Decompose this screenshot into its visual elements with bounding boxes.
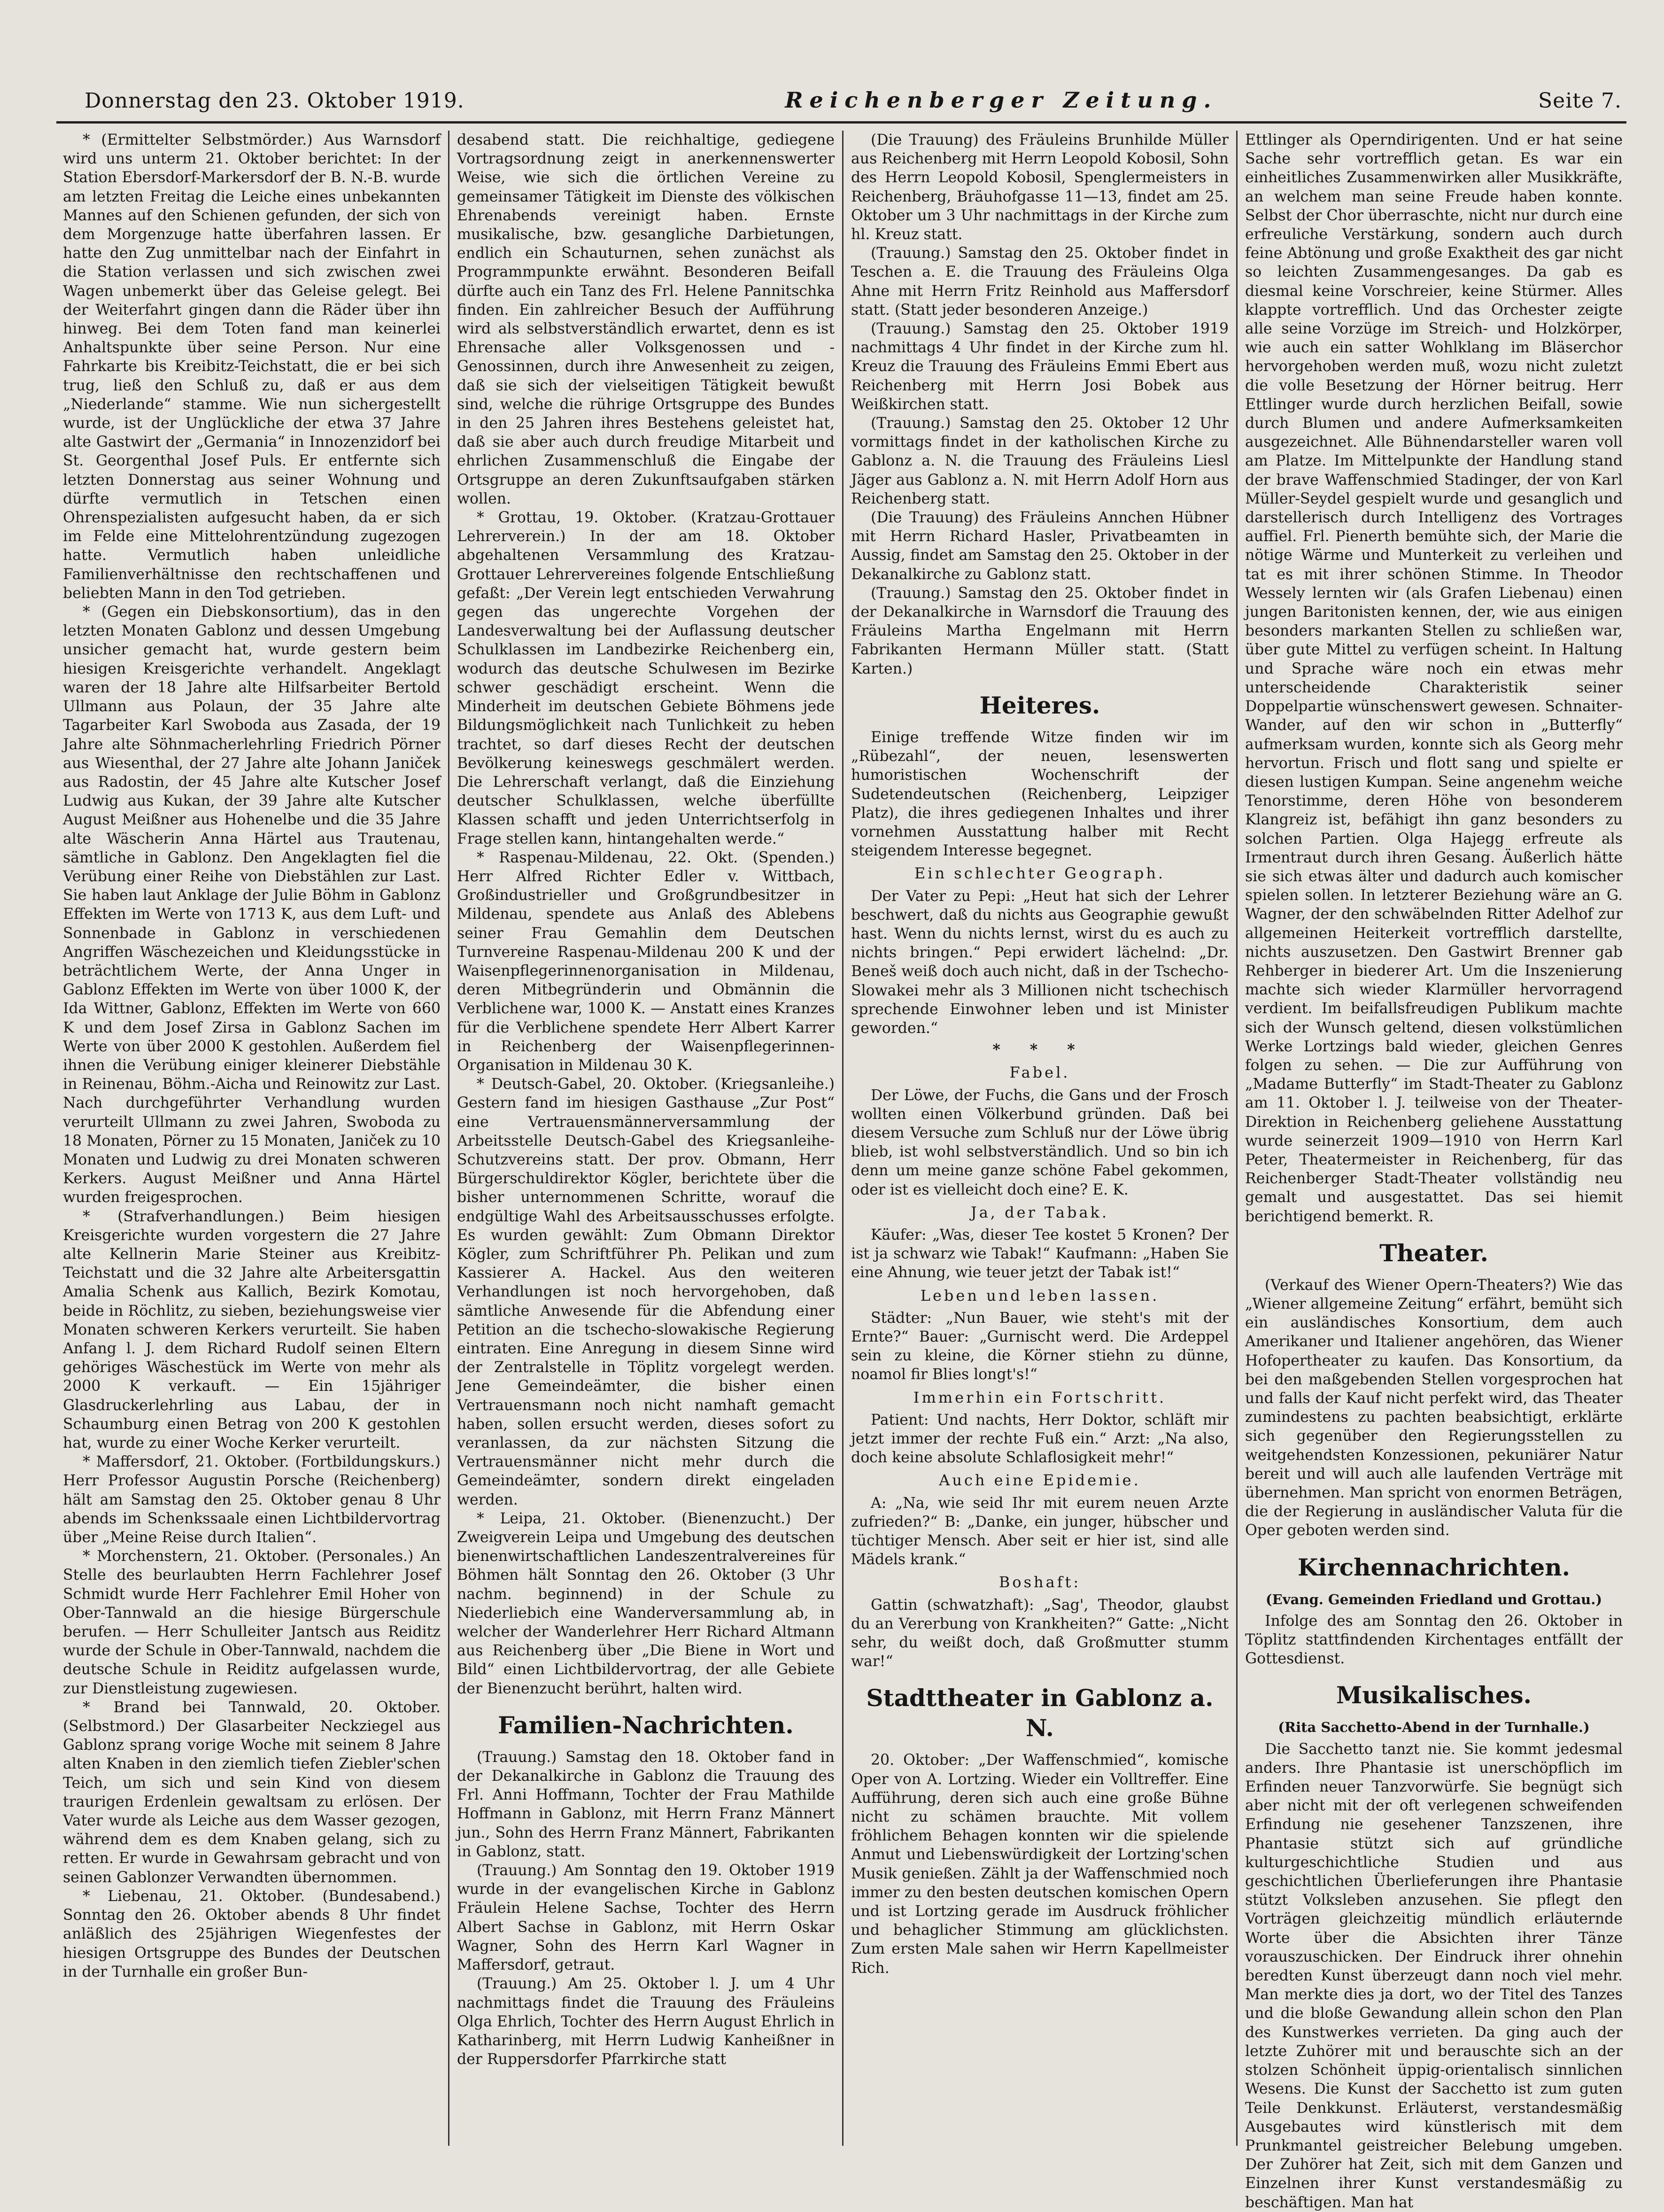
article-leipa: * Leipa, 21. Oktober. (Bienenzucht.) Der Zweigverein Leipa und Umgebung des deutschen bienenwirtschaftlichen Landeszentralvereines für Böhmen hält Sonntag den 26. Oktober (3 Uhr nachm. beginnend) in der Schule zu Niederliebich eine Wanderversammlung ab, in welcher der Wanderlehrer Herr Richard Altmann aus Reichenberg über „Die Biene in Wort und Bild“ einen Lichtbildervortrag, der alle Gebiete der Bienenzucht berührt, halten wird. <box>457 1510 835 1697</box>
trauung-notice: (Trauung.) Samstag den 25. Oktober findet in der Dekanalkirche in Warnsdorf die Trauung des Fräuleins Martha Engelmann mit Herrn Fabrikanten Hermann Müller statt. (Statt Karten.) <box>851 584 1229 677</box>
column-3 <box>844 131 1238 2146</box>
joke-title: Auch eine Epidemie. <box>939 1471 1141 1490</box>
section-title-theater: Theater. <box>1379 1239 1488 1267</box>
familien-item: (Trauung.) Am Sonntag den 19. Oktober 1919 wurde in der evangelischen Kirche in Gablonz Fräulein Helene Sachse, Tochter des Herrn Albert Sachse in Gablonz, mit Herrn Oskar Wagner, Sohn des Herrn Karl Wagner in Maffersdorf, getraut. <box>457 1862 835 1974</box>
musik-text: Die Sacchetto tanzt nie. Sie kommt jedesmal anders. Ihre Phantasie ist unerschöpflich im Erfinden neuer Tanzvorwürfe. Sie begnügt sich aber nicht mit der oft verlegenen schweifenden Erfindung nie gesehener Tanzszenen, ihre Phantasie stützt sich auf gründliche kulturgeschichtliche Studien und aus geschichtlichen Überlieferungen ihre Phantasie stützt Volksleben anzusehen. Sie pflegt den Vorträgen gleichzeitig mündlich erläuternde Worte über die Absichten ihrer Tänze vorauszuschicken. Der Eindruck ihrer ohnehin beredten Kunst überzeugt dann noch viel mehr. Man merkte dies ja dort, wo der Titel des Tanzes und die bloße Gewandung allein schon den Plan des Kunstwerkes verrieten. Da ging auch der letzte Zuhörer mit und berauschte sich an der stolzen Schönheit üppig-orientalisch sinnlichen Wesens. Die Kunst der Sacchetto ist zum guten Teile Denkkunst. Erläuterst, verstandesmäßig Ausgebautes wird künstlerisch mit dem Prunkmantel geistreicher Belebung umgeben. Der Zuhörer hat Zeit, sich mit dem Ganzen und Einzelnen ihrer Kunst verstandesmäßig zu beschäftigen. Man hat <box>1245 1740 1623 2211</box>
stadttheater-review-cont: Ettlinger als Operndirigenten. Und er hat seine Sache sehr vortrefflich getan. Es war ein einheitliches Zusammenwirken aller Musikkräfte, an welchem man seine Freude haben konnte. Selbst der Chor überraschte, nicht nur durch eine erfreuliche Verstärkung, sondern auch durch feine Abtönung und große Exaktheit des gar nicht so leichten Zusammengesanges. Da gab es diesmal keine Vorschreier, keine Stürmer. Alles klappte vortrefflich. Und das Orchester zeigte alle seine Vorzüge im Streich- und Holzkörper, wie auch ein satter Wohlklang im Bläserchor hervorgehoben werden muß, wozu nicht zuletzt die volle Besetzung der Hörner beitrug. Herr Ettlinger wurde durch herzlichen Beifall, sowie durch Blumen und andere Aufmerksamkeiten ausgezeichnet. Alle Bühnendarsteller waren voll am Platze. Im Mittelpunkte der Handlung stand der brave Waffenschmied Stadinger, der von Karl Müller-Seydel gespielt wurde und gesanglich und darstellerisch durch Intelligenz des Vortrages auffiel. Frl. Pienerth bemühte sich, der Marie die nötige Wärme und Munterkeit zu verleihen und tat es mit ihrer schönen Stimme. In Theodor Wessely lernten wir (als Grafen Liebenau) einen jungen Baritonisten kennen, der, wie aus einigen besonders markanten Stellen zu schließen war, über gute Mittel zu verfügen scheint. In Haltung und Sprache wäre noch ein etwas mehr unterscheidende Charakteristik seiner Doppelpartie wünschenswert gewesen. Schnaiter-Wander, auf den wir schon in „Butterfly“ aufmerksam wurden, konnte sich als Georg mehr hervortun. Frisch und flott sang und spielte er diesen lustigen Kumpan. Seine angenehm weiche Tenorstimme, deren Höhe von besonderem Klangreiz ist, befähigt ihn ganz besonders zu solchen Partien. Olga Hajegg erfreute als Irmentraut durch ihren Gesang. Äußerlich hätte sie sich etwas älter und dadurch auch komischer spielen sollen. In letzterer Beziehung wäre an G. Wagner, der den schwäbelnden Ritter Adelhof zur allgemeinen Heiterkeit vortrefflich darstellte, nichts auszusetzen. Den Gastwirt Brenner gab Rehberger in biederer Art. Um die Inszenierung machte sich wieder Klarmüller hervorragend verdient. Im beifallsfreudigen Publikum machte sich der Wunsch geltend, diesen volkstümlichen Werke Lortzings bald wieder, gleichen Genres folgen zu sehen. — Die zur Aufführung von „Madame Butterfly“ im Stadt-Theater zu Gablonz am 11. Oktober l. J. teilweise von der Theater-Direktion in Reichenberg geliehene Ausstattung wurde seinerzeit 1909—1910 von Herrn Karl Peter, Theatermeister in Reichenberg, für das Reichenberger Stadt-Theater vollständig neu gemalt und ausgestattet. Das sei hiemit berichtigend bemerkt. R. <box>1245 132 1623 1225</box>
article-raspenau: * Raspenau-Mildenau, 22. Okt. (Spenden.) Herr Alfred Richter Edler v. Wittbach, Großindustrieller und Großgrundbesitzer in Mildenau, spendete aus Anlaß des Ablebens seiner Frau Gemahlin dem Deutschen Turnvereine Raspenau-Mildenau 200 K und der Waisenpflegerinnenorganisation in Mildenau, deren Mitbegründerin und Obmännin die Verblichene war, 1000 K. — Anstatt eines Kranzes für die Verblichene spendete Herr Albert Karrer in Reichenberg der Waisenpflegerinnen-Organisation in Mildenau 30 K. <box>457 849 835 1074</box>
column-2 <box>449 131 844 2146</box>
trauung-notice: (Trauung.) Samstag den 25. Oktober 12 Uhr vormittags findet in der katholischen Kirche zu Gablonz a. N. die Trauung des Fräuleins Liesl Jäger aus Gablonz a. N. mit Herrn Adolf Horn aus Reichenberg statt. <box>851 415 1229 507</box>
article-strafverhandlungen: * (Strafverhandlungen.) Beim hiesigen Kreisgerichte wurden vorgestern die 27 Jahre alte Kellnerin Marie Steiner aus Kreibitz-Teichstatt und die 32 Jahre alte Arbeitersgattin Amalia Schenk aus Kallich, Bezirk Komotau, beide in Röchlitz, zu sieben, beziehungsweise vier Monaten schweren Kerkers verurteilt. Sie haben Anfang l. J. dem Richard Rudolf seinen Eltern gehöriges Wäschestück im Werte von mehr als 2000 K verkauft. — Ein 15jähriger Glasdruckerlehrling aus Labau, der in Schaumburg einen Betrag von 200 K gestohlen hat, wurde zu einer Woche Kerker verurteilt. <box>63 1208 441 1452</box>
section-title-musik: Musikalisches. <box>1336 1681 1532 1709</box>
kirchen-subtitle: (Evang. Gemeinden Friedland und Grottau.) <box>1265 1591 1602 1607</box>
article-maffersdorf: * Maffersdorf, 21. Oktober. (Fortbildungskurs.) Herr Professor Augustin Porsche (Reichenberg) hält am Samstag den 25. Oktober genau 8 Uhr abends im Schenkssaale einen Lichtbildervortrag über „Meine Reise durch Italien“. <box>63 1453 441 1546</box>
article-selbstmoerder: * (Ermittelter Selbstmörder.) Aus Warnsdorf wird uns unterm 21. Oktober berichtet: In der Station Ebersdorf-Markersdorf der B. N.-B. wurde am letzten Freitag die Leiche eines unbekannten Mannes auf den Schienen gefunden, der sich von dem Morgenzuge hatte überfahren lassen. Er hatte den Zug unmittelbar nach der Einfahrt in die Station verlassen und sich zwischen zwei Wagen unbemerkt über das Geleise gelegt. Bei der Weiterfahrt gingen dann die Räder über ihn hinweg. Bei dem Toten fand man keinerlei Anhaltspunkte über seine Person. Nur eine Fahrkarte bis Kreibitz-Teichstatt, die er bei sich trug, ließ den Schluß zu, daß er aus dem „Niederlande“ stamme. Wie nun sichergestellt wurde, ist der Unglückliche der etwa 37 Jahre alte Gastwirt der „Germania“ in Innozenzidorf bei St. Georgenthal Josef Puls. Er entfernte sich letzten Donnerstag aus seiner Wohnung und dürfte vermutlich in Tetschen einen Ohrenspezialisten aufgesucht haben, da er sich im Felde eine Mittelohrentzündung zugezogen hatte. Vermutlich haben unleidliche Familienverhältnisse den rechtschaffenen und beliebten Mann in den Tod getrieben. <box>63 132 441 602</box>
joke-text: Gattin (schwatzhaft): „Sag', Theodor, glaubst du an Vererbung von Krankheiten?“ Gatte: „Nicht sehr, du weißt doch, daß Großmutter stumm war!“ <box>851 1596 1229 1670</box>
joke-title: Ja, der Tabak. <box>970 1203 1109 1221</box>
article-grottau: * Grottau, 19. Oktober. (Kratzau-Grottauer Lehrerverein.) In der am 18. Oktober abgehaltenen Versammlung des Kratzau-Grottauer Lehrervereines folgende Entschließung gefaßt: „Der Verein legt entschieden Verwahrung gegen das ungerechte Vorgehen der Landesverwaltung bei der Auflassung deutscher Schulklassen im Landbezirke Reichenberg ein, wodurch das deutsche Schulwesen im Bezirke schwer geschädigt erscheint. Wenn die Minderheit im deutschen Gebiete Böhmens jede Bildungsmöglichkeit nach Tunlichkeit zu heben trachtet, so darf dieses Recht der deutschen Bevölkerung keineswegs geschmälert werden. Die Lehrerschaft verlangt, daß die Einziehung deutscher Schulklassen, welche überfüllte Klassen schafft und jeden Unterrichtserfolg in Frage stellen kann, hintangehalten werde.“ <box>457 509 835 847</box>
header-rule <box>56 121 1626 124</box>
trauung-notice: (Trauung.) Samstag den 25. Oktober 1919 nachmittags 4 Uhr findet in der Kirche zum hl. Kreuz die Trauung des Fräuleins Emmi Ebert aus Reichenberg mit Herrn Josi Bobek aus Weißkirchen statt. <box>851 320 1229 413</box>
joke-title: Ein schlechter Geograph. <box>914 864 1166 883</box>
musik-subtitle: (Rita Sacchetto-Abend in der Turnhalle.) <box>1278 1719 1590 1736</box>
page-number: Seite 7. <box>1538 89 1622 113</box>
article-morchenstern: * Morchenstern, 21. Oktober. (Personales.) An Stelle des beurlaubten Herrn Fachlehrer Josef Schmidt wurde Herr Fachlehrer Emil Hoher von Ober-Tannwald an die hiesige Bürgerschule berufen. — Herr Schulleiter Jantsch aus Reiditz wurde der Schule in Ober-Tannwald, nachdem die deutsche Schule in Reiditz aufgelassen wurde, zur Dienstleistung zugewiesen. <box>63 1548 441 1697</box>
masthead: Reichenberger Zeitung. <box>785 87 1218 113</box>
joke-title: Boshaft: <box>998 1573 1081 1591</box>
familien-item: (Trauung.) Am 25. Oktober l. J. um 4 Uhr nachmittags findet die Trauung des Fräuleins Olga Ehrlich, Tochter des Herrn August Ehrlich in Katharinberg, mit Herrn Ludwig Kanheißner in der Ruppersdorfer Pfarrkirche statt <box>457 1975 835 2068</box>
section-title-kirchen: Kirchennachrichten. <box>1297 1553 1571 1581</box>
joke-text: A: „Na, wie seid Ihr mit eurem neuen Arzte zufrieden?“ B: „Danke, ein junger, hübscher und tüchtiger Mensch. Aber seit er hier ist, sind alle Mädels krank.“ <box>851 1494 1229 1568</box>
joke-text: Käufer: „Was, dieser Tee kostet 5 Kronen? Der ist ja schwarz wie Tabak!“ Kaufmann: „Haben Sie eine Ahnung, wie teuer jetzt der Tabak ist!“ <box>851 1226 1229 1281</box>
section-title-stadttheater: Stadttheater in Gablonz a. N. <box>866 1684 1214 1742</box>
separator-stars: * * * <box>992 1041 1087 1059</box>
article-diebskonsortium: * (Gegen ein Diebskonsortium), das in den letzten Monaten Gablonz und dessen Umgebung unsicher gemacht hat, wurde gestern beim hiesigen Kreisgerichte verhandelt. Angeklagt waren der 18 Jahre alte Hilfsarbeiter Bertold Ullmann aus Polaun, der 35 Jahre alte Tagarbeiter Karl Swoboda aus Zasada, der 19 Jahre alte Söhnmacherlehrling Friedrich Pörner aus Wiesenthal, der 27 Jahre alte Johann Janiček aus Radostin, der 45 Jahre alte Kutscher Josef Ludwig aus Kukan, der 39 Jahre alte Kutscher August Meißner aus Hohenelbe und die 35 Jahre alte Wäscherin Anna Härtel aus Trautenau, sämtliche in Gablonz. Den Angeklagten fiel die Verübung einer Reihe von Diebstählen zur Last. Sie haben laut Anklage der Julie Böhm in Gablonz Effekten im Werte von 1713 K, aus dem Luft- und Sonnenbade in Gablonz in verschiedenen Angriffen Wäschezeichen und Kleidungsstücke in beträchtlichem Werte, der Anna Unger in Gablonz Effekten im Werte von über 1000 K, der Ida Wittner, Gablonz, Effekten im Werte von 660 K und dem Josef Zirsa in Gablonz Sachen im Werte von über 2000 K gestohlen. Außerdem fiel ihnen die Verübung einiger kleinerer Diebstähle in Reinenau, Böhm.-Aicha und Reinowitz zur Last. Nach durchgeführter Verhandlung wurden verurteilt Ullmann zu zwei Jahren, Swoboda zu 18 Monaten, Pörner zu 15 Monaten, Janiček zu 10 Monaten und Ludwig zu drei Monaten schweren Kerkers. August Meißner und Anna Härtel wurden freigesprochen. <box>63 604 441 1206</box>
theater-text: (Verkauf des Wiener Opern-Theaters?) Wie das „Wiener allgemeine Zeitung“ erfährt, bemüht sich ein ausländisches Konsortium, dem auch Amerikaner und Italiener angehören, das Wiener Hofopertheater zu kaufen. Das Konsortium, da bei den maßgebenden Stellen vorgesprochen hat und falls der Kauf nicht perfekt wird, das Theater zumindestens zu pachten beabsichtigt, erklärte sich gegenüber den Regierungsstellen zu weitgehendsten Konzessionen, pekuniärer Natur bereit und will auch alle laufenden Verträge mit übernehmen. Man spricht von enormen Beträgen, die der Regierung in ausländischer Valuta für die Oper geboten werden sind. <box>1245 1276 1623 1539</box>
issue-date: Donnerstag den 23. Oktober 1919. <box>85 89 464 113</box>
heiteres-intro: Einige treffende Witze finden wir im „Rübezahl“, der neuen, lesenswerten humoristischen Wochenschrift der Sudetendeutschen (Reichenberg, Leipziger Platz), die ihres gediegenen Inhaltes und ihrer vornehmen Ausstattung halber mit Recht steigendem Interesse begegnet. <box>851 729 1229 860</box>
article-liebenau: * Liebenau, 21. Oktober. (Bundesabend.) Sonntag den 26. Oktober abends 8 Uhr findet anläßlich des 25jährigen Wiegenfestes der hiesigen Ortsgruppe des Bundes der Deutschen in der Turnhalle ein großer Bun- <box>63 1887 441 1980</box>
stadttheater-text: 20. Oktober: „Der Waffenschmied“, komische Oper von A. Lortzing. Wieder ein Volltreffer. Eine Aufführung, deren sich auch eine große Bühne nicht zu schämen brauchte. Mit vollem fröhlichem Behagen konnten wir die spielende Anmut und Liebenswürdigkeit der Lortzing'schen Musik genießen. Zählt ja der Waffenschmied noch immer zu den besten deutschen komischen Opern und ist Lortzing gerade im Ausdruck fröhlicher und behaglicher Stimmung am glücklichsten. Zum ersten Male sahen wir Herrn Kapellmeister Rich. <box>851 1752 1229 1977</box>
familien-item: (Trauung.) Samstag den 18. Oktober fand in der Dekanalkirche in Gablonz die Trauung des Frl. Anni Hoffmann, Tochter der Frau Mathilde Hoffmann in Gablonz, mit Herrn Franz Männert jun., Sohn des Herrn Franz Männert, Fabrikanten in Gablonz, statt. <box>457 1748 835 1860</box>
section-title-familien: Familien-Nachrichten. <box>498 1711 794 1739</box>
article-bundesabend-cont: desabend statt. Die reichhaltige, gediegene Vortragsordnung zeigt in anerkennenswerter Weise, wie sich die örtlichen Vereine zu gemeinsamer Tätigkeit im Dienste des völkischen Ehrenabends vereinigt haben. Ernste musikalische, bzw. gesangliche Darbietungen, endlich ein Schauturnen, sehen zunächst als Programmpunkte erwähnt. Besonderen Beifall dürfte auch ein Tanz des Frl. Helene Pannitschka finden. Ein zahlreicher Besuch der Aufführung wird als selbstverständlich erwartet, denn es ist Ehrensache aller Volksgenossen und -Genossinnen, durch ihre Anwesenheit zu zeigen, daß sie sich der vielseitigen Tätigkeit bewußt sind, welche die rührige Ortsgruppe des Bundes in den 25 Jahren ihres Bestehens geleistet hat, daß sie aber auch durch freudige Mitarbeit und ehrlichen Zusammenschluß die Eingabe der Ortsgruppe an deren Zukunftsaufgaben stärken wollen. <box>457 132 835 507</box>
joke-title: Fabel. <box>1009 1063 1070 1082</box>
trauung-notice: (Die Trauung) des Fräuleins Brunhilde Müller aus Reichenberg mit Herrn Leopold Kobosil, Sohn des Herrn Leopold Kobosil, Spenglermeisters in Reichenberg, Bräuhofgasse 11—13, findet am 25. Oktober um 3 Uhr nachmittags in der Kirche zum hl. Kreuz statt. <box>851 132 1229 243</box>
joke-text: Patient: Und nachts, Herr Doktor, schläft mir jetzt immer der rechte Fuß ein.“ Arzt: „Na also, doch keine absolute Schlaflosigkeit mehr!“ <box>851 1411 1229 1467</box>
columns <box>55 131 1630 2211</box>
article-deutsch-gabel: * Deutsch-Gabel, 20. Oktober. (Kriegsanleihe.) Gestern fand im hiesigen Gasthause „Zur Post“ eine Vertrauensmännerversammlung der Arbeitsstelle Deutsch-Gabel des Kriegsanleihe-Schutzvereins statt. Der prov. Obmann, Herr Bürgerschuldirektor Kögler, berichtete über die bisher unternommenen Schritte, worauf die endgültige Wahl des Arbeitsausschusses erfolgte. Es wurden gewählt: Zum Obmann Direktor Kögler, zum Schriftführer Ph. Pelikan und zum Kassierer A. Hackel. Aus den weiteren Verhandlungen ist noch hervorgehoben, daß sämtliche Anwesende für die Abfendung einer Petition an die tschecho-slowakische Regierung eintraten. Eine Anregung in diesem Sinne wird der Zentralstelle in Töplitz vorgelegt werden. Jene Gemeindeämter, die bisher einen Vertrauensmann noch nicht namhaft gemacht haben, sollen ersucht werden, dieses sofort zu veranlassen, da zur nächsten Sitzung die Vertrauensmänner nicht mehr durch die Gemeindeämter, sondern direkt eingeladen werden. <box>457 1076 835 1508</box>
trauung-notice: (Trauung.) Samstag den 25. Oktober findet in Teschen a. E. die Trauung des Fräuleins Olga Ahne mit Herrn Fritz Reinhold aus Maffersdorf statt. (Statt jeder besonderen Anzeige.) <box>851 245 1229 318</box>
page-header <box>85 80 1622 113</box>
section-title-heiteres: Heiteres. <box>979 691 1100 719</box>
kirchen-text: Infolge des am Sonntag den 26. Oktober in Töplitz stattfindenden Kirchentages entfällt der Gottesdienst. <box>1245 1612 1623 1668</box>
joke-text: Städter: „Nun Bauer, wie steht's mit der Ernte?“ Bauer: „Gurnischt werd. Die Ardeppel sein zu kleine, die Körner stiehn zu dünne, noamol fir Blies longt's!“ <box>851 1309 1229 1383</box>
joke-title: Immerhin ein Fortschritt. <box>913 1388 1167 1406</box>
joke-text: Der Vater zu Pepi: „Heut hat sich der Lehrer beschwert, daß du nichts aus Geographie gewußt hast. Wenn du nichts lernst, wirst du es auch zu nichts bringen.“ Pepi erwidert lächelnd: „Dr. Beneš weiß doch auch nicht, daß in der Tschecho-Slowakei mehr als 3 Millionen nicht tschechisch sprechende Einwohner leben und ist Minister geworden.“ <box>851 887 1229 1037</box>
trauung-notice: (Die Trauung) des Fräuleins Annchen Hübner mit Herrn Richard Hasler, Privatbeamten in Aussig, findet am Samstag den 25. Oktober in der Dekanalkirche zu Gablonz statt. <box>851 509 1229 583</box>
joke-title: Leben und leben lassen. <box>920 1286 1160 1304</box>
article-brand: * Brand bei Tannwald, 20. Oktober. (Selbstmord.) Der Glasarbeiter Neckziegel aus Gablonz sprang vorige Woche mit seinem 8 Jahre alten Knaben in den ziemlich tiefen Ziebler'schen Teich, um sich und sein Kind von diesem traurigen Erdenlein gewaltsam zu erlösen. Der Vater wurde als Leiche aus dem Wasser gezogen, während dem es dem Knaben gelang, sich zu retten. Er wurde in Gewahrsam gebracht und von seinen Gablonzer Verwandten übernommen. <box>63 1699 441 1886</box>
column-4 <box>1238 131 1630 2211</box>
joke-text: Der Löwe, der Fuchs, die Gans und der Frosch wollten einen Völkerbund gründen. Daß bei diesem Versuche zum Schluß nur der Löwe übrig blieb, ist wohl selbstverständlich. Und so bin ich denn um meine ganze schöne Fabel gekommen, oder ist es vielleicht doch eine? E. K. <box>851 1087 1229 1198</box>
column-1 <box>55 131 449 2146</box>
